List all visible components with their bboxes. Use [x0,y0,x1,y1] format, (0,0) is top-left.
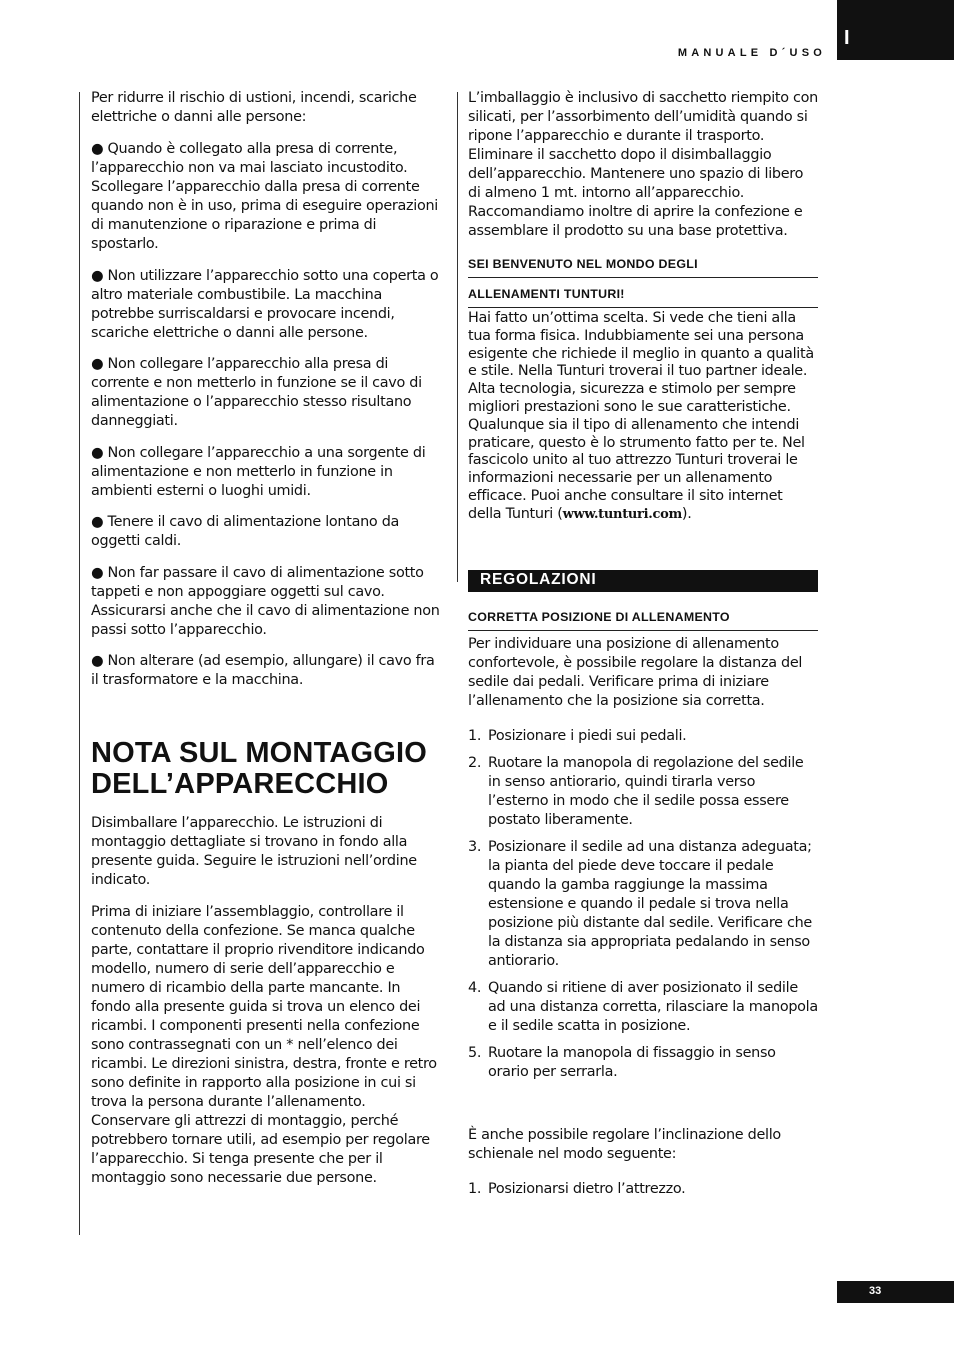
middle-column-rule [457,92,458,582]
safety-bullet: ● Tenere il cavo di alimentazione lontano da oggetti caldi. [91,514,400,549]
welcome-text: Hai fatto un’ottima scelta. Si vede che tieni alla tua forma fisica. Indubbiamente sei una persona esigente che richiede il meglio in quanto a qualità e stile. Nella Tunturi troverai il tuo partner ideale. Alta tecnologia, sicurezza e stimolo per sempre migliori prestazioni sono le sue caratteristiche. Qualunque sia il tipo di allenamento che intendi praticare, questo è lo strumento fatto per te. Nel fascicolo unito al tuo attrezzo Tunturi troverai le informazioni necessarie per un allenamento efficace. Puoi anche consultare il sito internet della Tunturi ( [468,310,814,522]
welcome-heading [468,257,818,308]
backrest-steps [468,1180,818,1199]
list-item: 1. Posizionare i piedi sui pedali. [468,727,687,744]
section-bar-regolazioni: REGOLAZIONI [468,570,818,592]
safety-intro: Per ridurre il rischio di ustioni, incendi, scariche elettriche o danni alle persone: [91,90,417,125]
assembly-title [91,738,443,800]
assembly-paragraph-1: Disimballare l’apparecchio. Le istruzioni di montaggio dettagliate si trovano in fondo alla presente guida. Seguire le istruzioni nell’ordine indicato. [91,815,417,888]
language-code: I [844,27,850,49]
safety-bullet: ● Non alterare (ad esempio, allungare) il cavo fra il trasformatore e la macchina. [91,653,435,688]
right-column [468,89,818,1207]
list-item: 3. Posizionare il sedile ad una distanza adeguata; la pianta del piede deve toccare il pedale quando la gamba raggiunge la massima estensione e quando il pedale si trova nella posizione più distante dal sedile. Verificare che la distanza sia appropriata pedalando in senso antiorario. [468,838,812,969]
list-item: 4. Quando si ritiene di aver posizionato il sedile ad una distanza corretta, rilasciare la manopola e il sedile scatta in posizione. [468,979,818,1034]
list-item: 2. Ruotare la manopola di regolazione del sedile in senso antiorario, quindi tirarla verso l’esterno in modo che il sedile possa essere postato liberamente. [468,754,804,828]
assembly-paragraph-2: Prima di iniziare l’assemblaggio, controllare il contenuto della confezione. Se manca qualche parte, contattare il proprio rivenditore indicando modello, numero di serie dell’apparecchio e numero di ricambio della parte mancante. In fondo alla presente guida si trova un elenco dei ricambi. I componenti presenti nella confezione sono contrassegnati con un * nell’elenco dei ricambi. Le direzioni sinistra, destra, fronte e retro sono definite in rapporto alla posizione in cui si trova la persona durante l’allenamento. Conservare gli attrezzi di montaggio, perché potrebbero tornare utili, ad esempio per regolare l’apparecchio. Si tenga presente che per il montaggio sono necessarie due persone. [91,904,437,1186]
welcome-paragraph [468,310,818,524]
position-paragraph: Per individuare una posizione di allenamento confortevole, è possibile regolare la distanza del sedile dai pedali. Verificare prima di iniziare l’allenamento che la posizione sia corretta. [468,635,803,709]
page-number: 33 [869,1285,882,1297]
welcome-heading-line1: SEI BENVENUTO NEL MONDO DEGLI [468,257,818,278]
position-heading: CORRETTA POSIZIONE DI ALLENAMENTO [468,610,818,631]
backrest-paragraph: È anche possibile regolare l’inclinazione dello schienale nel modo seguente: [468,1126,781,1162]
list-item: 5. Ruotare la manopola di fissaggio in senso orario per serrarla. [468,1044,776,1080]
packaging-paragraph: L’imballaggio è inclusivo di sacchetto riempito con silicati, per l’assorbimento dell’umidità quando si ripone l’apparecchio e durante il trasporto. Eliminare il sacchetto dopo il disimballaggio dell’apparecchio. Mantenere uno spazio di libero di almeno 1 mt. intorno all’apparecchio. Raccomandiamo inoltre di aprire la confezione e assemblare il prodotto su una base protettiva. [468,90,818,239]
seat-adjustment-steps [468,727,818,1082]
safety-bullet-list [91,140,443,690]
assembly-title-line1: NOTA SUL MONTAGGIO [91,737,428,769]
welcome-heading-line2: ALLENAMENTI TUNTURI! [468,287,818,308]
tunturi-website-link[interactable]: www.tunturi.com [562,506,682,522]
language-tab [837,0,954,60]
page-number-tab [837,1281,954,1303]
welcome-close: ). [681,505,692,522]
list-item: 1. Posizionarsi dietro l’attrezzo. [468,1180,686,1197]
left-column-rule [79,92,80,1235]
safety-bullet: ● Non far passare il cavo di alimentazione sotto tappeti e non appoggiare oggetti sul cavo. Assicurarsi anche che il cavo di alimentazione non passi sotto l’apparecchio. [91,564,440,638]
safety-bullet: ● Non utilizzare l’apparecchio sotto una coperta o altro materiale combustibile. La macchina potrebbe surriscaldarsi e provocare incendi, scariche elettriche o danni alle persone. [91,267,439,341]
safety-bullet: ● Quando è collegato alla presa di corrente, l’apparecchio non va mai lasciato incustodito. Scollegare l’apparecchio dalla presa di corrente quando non è in uso, prima di eseguire operazioni di manutenzione o riparazione e prima di spostarlo. [91,141,438,252]
manual-header-label: MANUALE D´USO [677,47,826,59]
assembly-title-line2: DELL’APPARECCHIO [91,768,389,800]
safety-bullet: ● Non collegare l’apparecchio alla presa di corrente e non metterlo in funzione se il cavo di alimentazione o l’apparecchio stesso risultano danneggiati. [91,356,422,429]
safety-bullet: ● Non collegare l’apparecchio a una sorgente di alimentazione e non metterlo in funzione in ambienti esterni o luoghi umidi. [91,444,426,499]
left-column [91,89,443,1188]
